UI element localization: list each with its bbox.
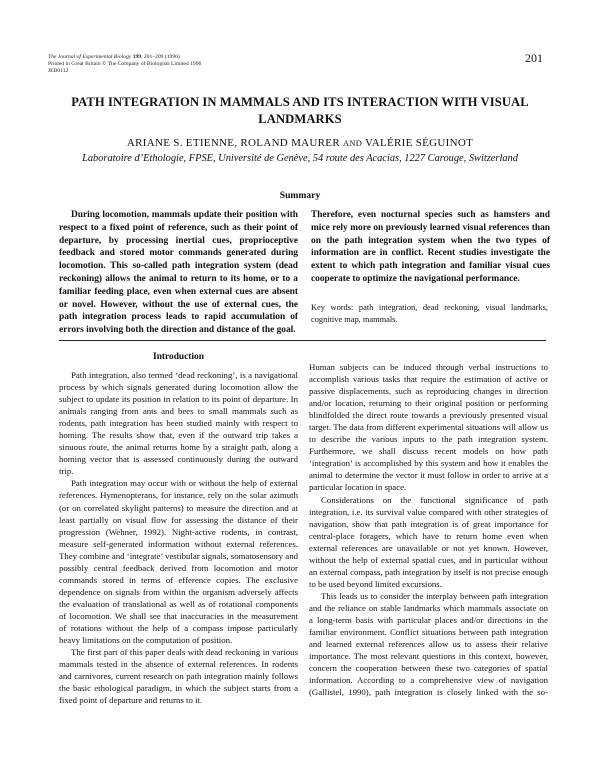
- paragraph: Considerations on the functional significance of path integration, i.e. its survival value compared with other strategies of navigation, show that path integration is of great importance for central-place foragers, which have to return home even when external references are unavailable or not yet known. However, without the help of external spatial cues, and in particular without an external compass, path integration by itself is not precise enough to be used beyond limited excursions.: [309, 494, 548, 589]
- journal-citation: The Journal of Experimental Biology 199, 201–209 (1996): [48, 54, 180, 60]
- summary-heading: Summary: [279, 190, 321, 201]
- paragraph: Path integration, also termed ‘dead reckoning’, is a navigational process by which signals generated during locomotion allow the subject to update its position in relation to its point of departure. In animals ranging from ants and bees to small mammals such as rodents, path integration has been studied mainly with respect to homing. The results show that, even if the outward trip takes a sinuous route, the animal returns home by a straight path, along a homing vector that is assessed continuously during the outward trip.: [59, 370, 298, 477]
- body-column-left: [59, 369, 298, 706]
- keywords: Key words: path integration, dead reckoning, visual landmarks, cognitive map, mammals.: [311, 303, 548, 324]
- abstract-left: During locomotion, mammals update their position with respect to a fixed point of reference, such as their point of departure, by processing inertial cues, proprioceptive feedback and stored motor commands generated during locomotion. This so-called path integration system (dead reckoning) allows the animal to return to its home, or to a familiar feeding place, even when external cues are absent or novel. However, without the use of external cues, the path integration process leads to rapid accumulation of errors involving both the direction and distance of the goal.: [59, 210, 298, 336]
- section-divider: [59, 340, 546, 341]
- article-code: JEB0112: [48, 68, 69, 75]
- affiliation: Laboratoire d’Ethologie, FPSE, Université de Genève, 54 route des Acacias, 1227 Carouge, Switzerland: [82, 153, 518, 164]
- journal-info: [48, 54, 468, 76]
- paragraph: Human subjects can be induced through verbal instructions to accomplish various tasks that require the estimation of active or passive displacements, such as reproducing changes in direction and/or location, returning to their original position or performing blindfolded the direct route towards a previously presented visual target. The data from different experimental situations will allow us to describe the various inputs to the path integration system. Furthermore, we shall discuss recent models on how path ‘integration’ is accomplished by this system and how it enables the animal to determine the vector it must follow in order to arrive at a particular location in space.: [309, 362, 548, 493]
- body-column-right: [309, 361, 548, 698]
- title-line-2: LANDMARKS: [258, 112, 342, 126]
- introduction-heading: Introduction: [153, 352, 204, 362]
- title-line-1: PATH INTEGRATION IN MAMMALS AND ITS INTERACTION WITH VISUAL: [71, 95, 529, 109]
- copyright-line: Printed in Great Britain © The Company of Biologists Limited 1996: [48, 61, 202, 68]
- abstract-right: Therefore, even nocturnal species such as hamsters and mice rely more on previously learned visual references than on the path integration system when the two types of information are in conflict. Recent studies investigate the extent to which path integration and familiar visual cues cooperate to optimize the navigational performance.: [311, 210, 550, 284]
- paragraph: This leads us to consider the interplay between path integration and the reliance on stable landmarks which mammals associate on a long-term basis with particular places and/or directions in the familiar environment. Conflict situations between path integration and learned external references allow us to assess their relative importance. The most relevant questions in this context, however, concern the cooperation between these two categories of spatial information. According to a comprehensive view of navigation (Gallistel, 1990), path integration is closely linked with the so-: [309, 590, 548, 698]
- page-number: 201: [525, 51, 543, 65]
- paragraph: The first part of this paper deals with dead reckoning in various mammals tested in the absence of external references. In rodents and carnivores, current research on path integration mainly follows the basic ethological paradigm, in which the subject starts from a fixed point of departure and returns to it.: [59, 647, 298, 706]
- paragraph: Path integration may occur with or without the help of external references. Hymenopterans, for instance, rely on the solar azimuth (or on correlated skylight patterns) to measure the direction and at least partially on visual flow for assessing the distance of their progression (Wehner, 1992). Night-active rodents, in contrast, measure self-generated information without external references. They combine and ‘integrate’ vestibular signals, somatosensory and possibly central feedback derived from locomotion and motor commands stored in terms of efference copies. The exclusive dependence on signals from within the organism adversely affects the evaluation of translational as well as of rotational components of locomotion. We shall see that inaccuracies in the measurement of rotations without the help of a compass impose particularly heavy limitations on the computation of position.: [59, 478, 298, 646]
- author-list: ARIANE S. ETIENNE, ROLAND MAURER AND VALÉRIE SÉGUINOT: [126, 137, 474, 149]
- paper-title: [60, 94, 540, 128]
